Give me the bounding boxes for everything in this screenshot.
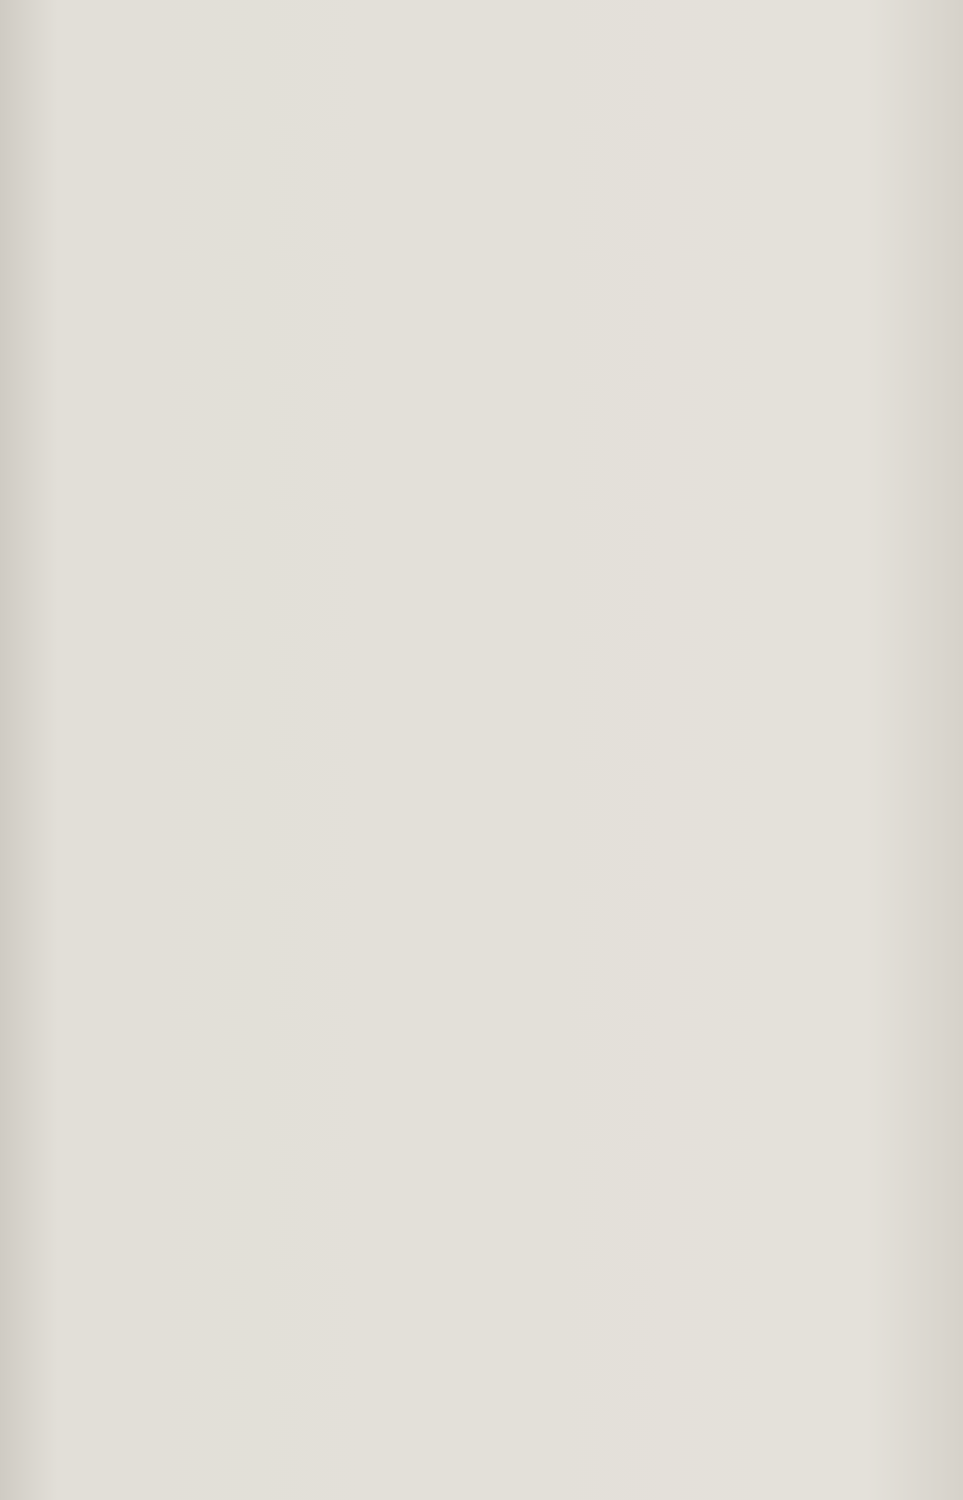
- text-line: [80, 402, 840, 432]
- text-line: [80, 431, 840, 461]
- text-line: [80, 313, 840, 343]
- section-body: [80, 195, 840, 726]
- text-line: [80, 254, 840, 284]
- text-line: [80, 638, 840, 668]
- text-line: [80, 343, 840, 373]
- text-line: [80, 225, 840, 255]
- text-line: [80, 284, 840, 314]
- text-line: [80, 667, 840, 697]
- text-line: [80, 520, 840, 550]
- text-line: [80, 372, 840, 402]
- text-line: [80, 195, 840, 225]
- text-line: [80, 549, 840, 579]
- text-line: [80, 461, 840, 491]
- page-header: [0, 88, 963, 128]
- text-line: [80, 697, 840, 727]
- section-heading: [80, 149, 840, 195]
- body-text: [80, 143, 840, 726]
- text-line: [80, 490, 840, 520]
- text-line: [80, 608, 840, 638]
- text-line: [80, 579, 840, 609]
